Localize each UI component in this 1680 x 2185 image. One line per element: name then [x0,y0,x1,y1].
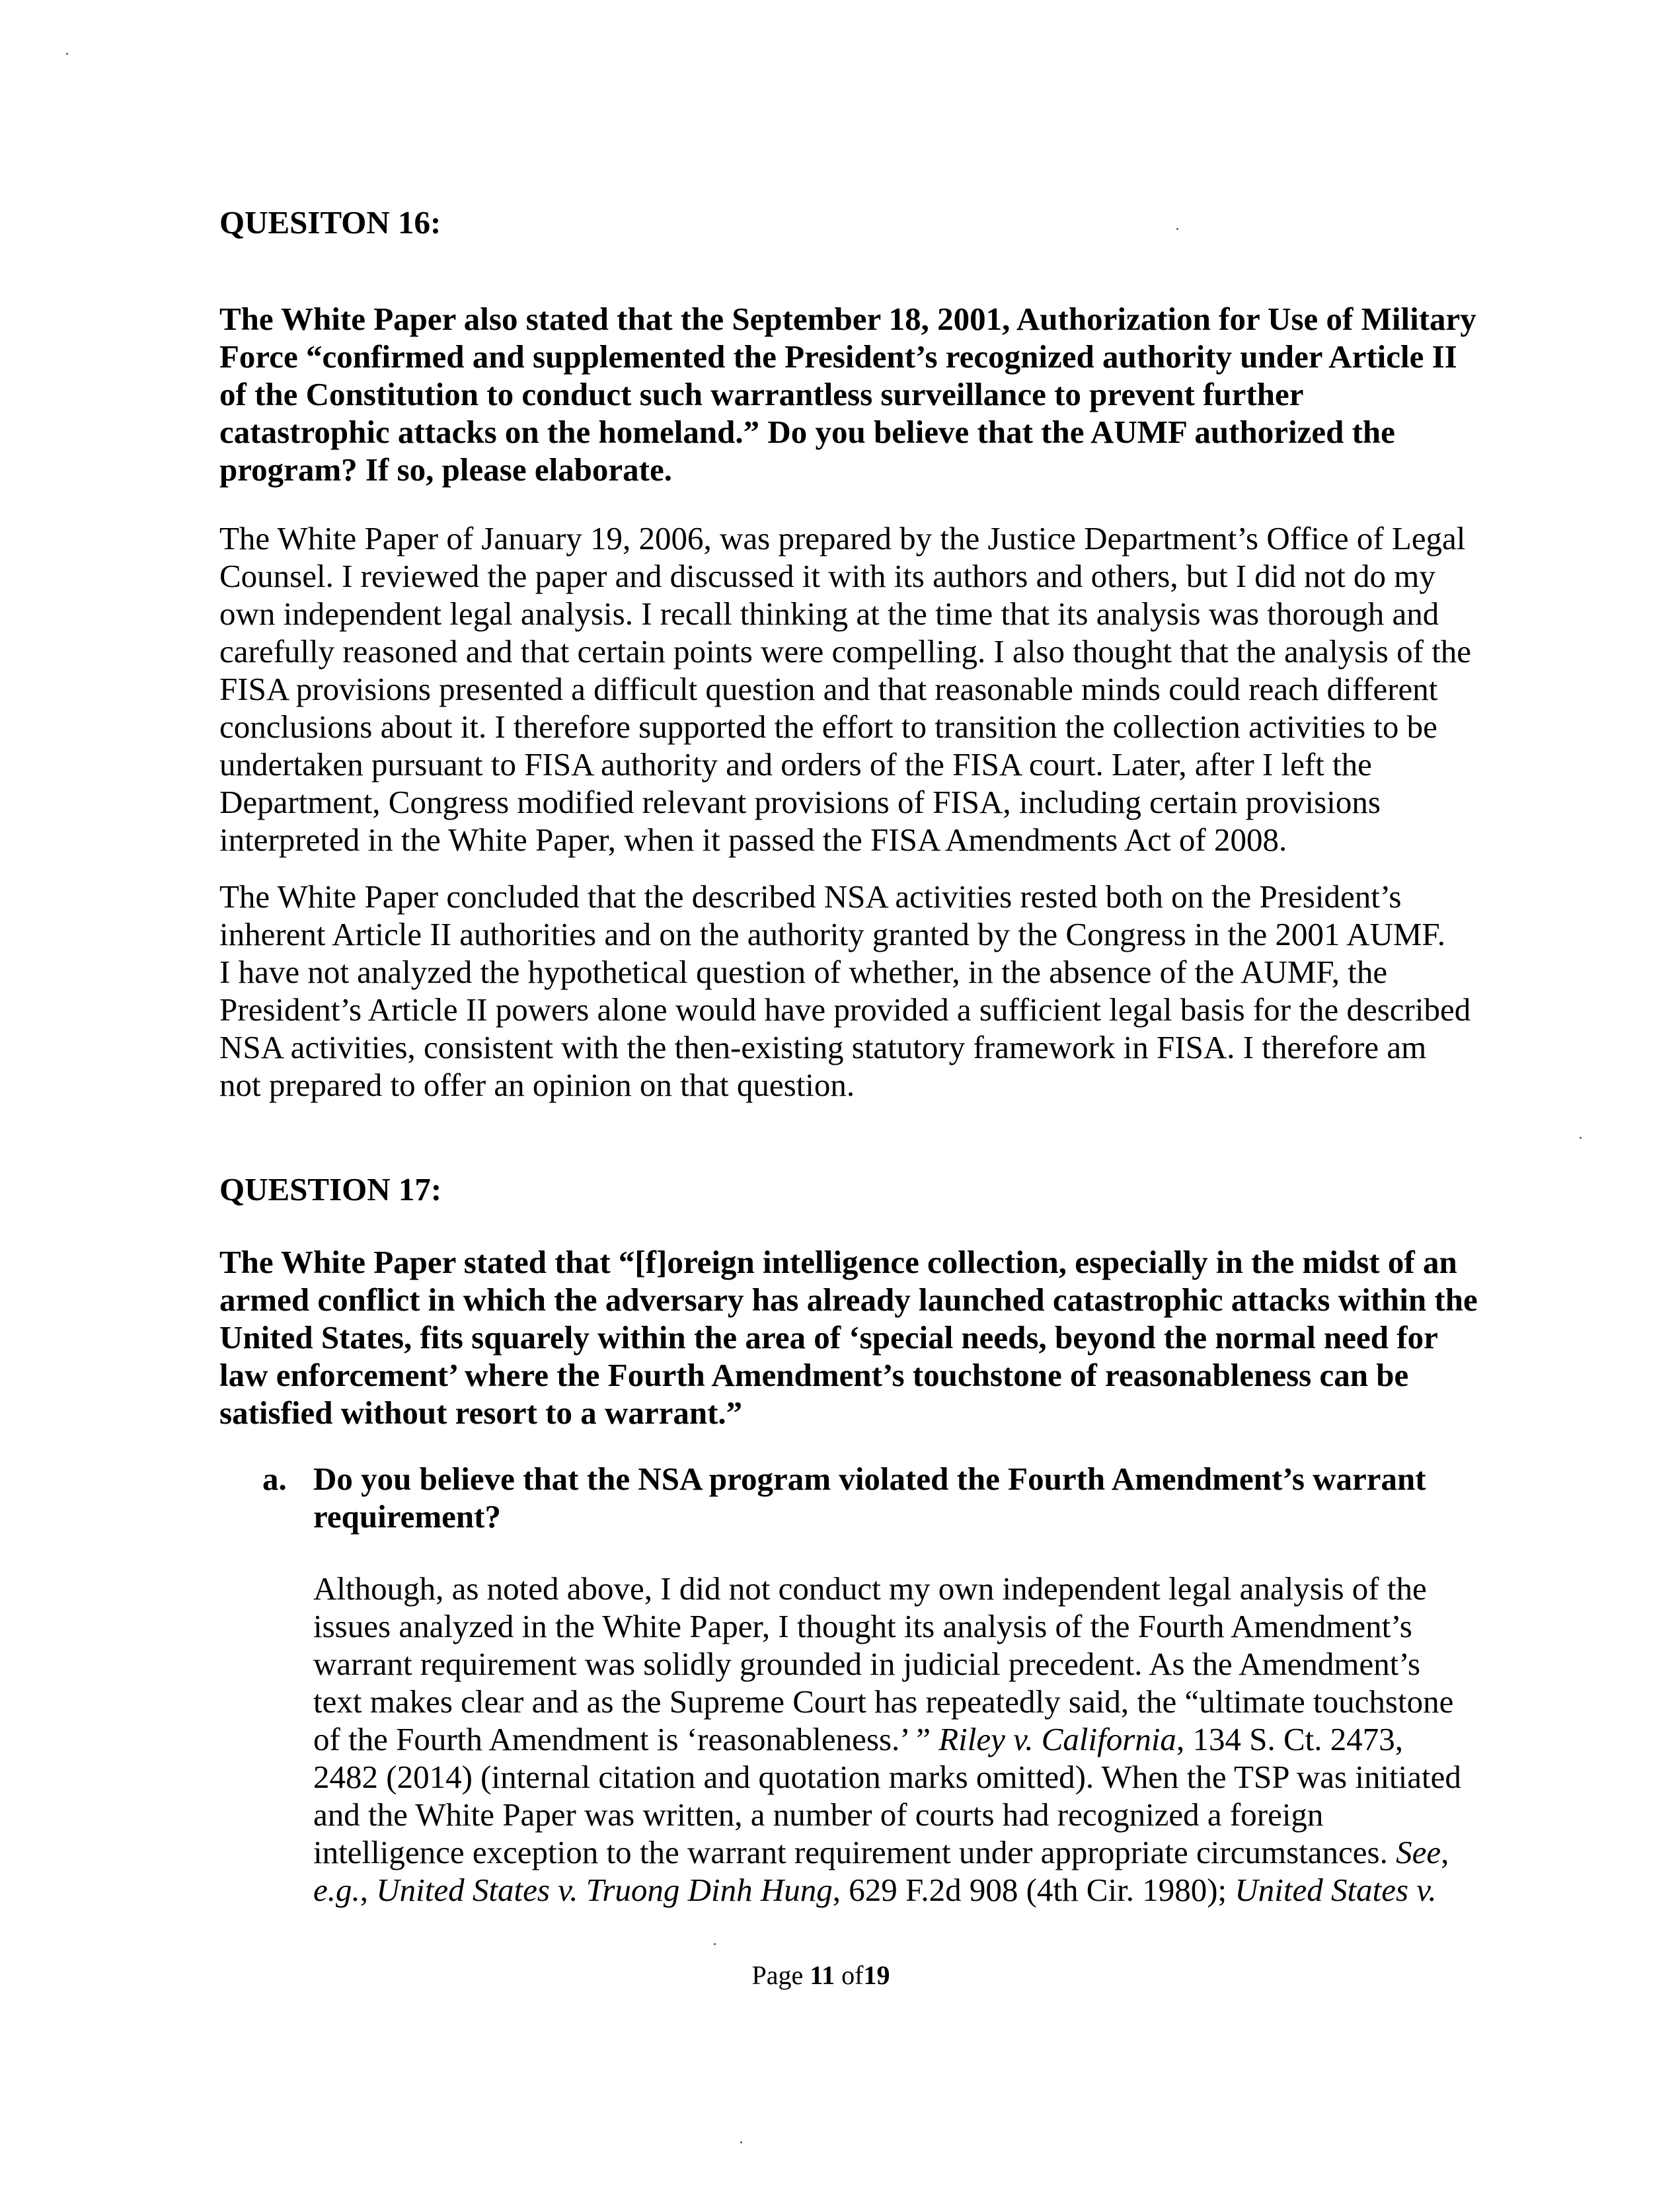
text-segment: , [360,1872,377,1908]
text-line [313,1570,1461,1607]
text-line [313,1871,1461,1909]
text-line [313,1758,1461,1796]
text-line: Do you believe that the NSA program violated the Fourth Amendment’s warrant [313,1461,1426,1497]
scan-speck [1580,1137,1582,1139]
text-segment: of the Fourth Amendment is ‘reasonableness.’ ” [313,1721,939,1757]
text-line [313,1683,1461,1720]
text-line: Counsel. I reviewed the paper and discussed it with its authors and others, but I did not do my [219,558,1435,594]
text-segment: issues analyzed in the White Paper, I thought its analysis of the Fourth Amendment’s [313,1608,1412,1644]
case-citation: United States v. [1235,1872,1437,1908]
text-line: requirement? [313,1498,501,1535]
text-line: law enforcement’ where the Fourth Amendment’s touchstone of reasonableness can be [219,1357,1409,1393]
text-line: carefully reasoned and that certain points were compelling. I also thought that the analysis of the [219,633,1472,670]
text-line: United States, fits squarely within the area of ‘special needs, beyond the normal need for [219,1319,1438,1356]
text-line: Department, Congress modified relevant provisions of FISA, including certain provisions [219,784,1381,820]
question-16-answer-paragraph-2 [219,878,1470,1104]
text-line: NSA activities, consistent with the then-existing statutory framework in FISA. I therefore am [219,1029,1427,1065]
text-segment: intelligence exception to the warrant requirement under appropriate circumstances. [313,1834,1396,1870]
question-16-text [219,300,1476,488]
text-line: The White Paper also stated that the September 18, 2001, Authorization for Use of Military [219,301,1476,337]
page-number: 11 [810,1960,835,1990]
scan-speck [740,2141,742,2143]
text-line: The White Paper of January 19, 2006, was prepared by the Justice Department’s Office of Legal [219,520,1466,556]
sub-question-a-text [313,1460,1426,1535]
question-17-text [219,1243,1478,1432]
text-line: undertaken pursuant to FISA authority and orders of the FISA court. Later, after I left the [219,746,1372,783]
scan-speck [1176,228,1178,230]
text-line: inherent Article II authorities and on the authority granted by the Congress in the 2001 AUMF. [219,916,1445,952]
text-line: President’s Article II powers alone would have provided a sufficient legal basis for the described [219,991,1471,1028]
text-line: armed conflict in which the adversary has already launched catastrophic attacks within the [219,1282,1478,1318]
of-label: of [841,1960,864,1990]
text-line: I have not analyzed the hypothetical question of whether, in the absence of the AUMF, the [219,954,1388,990]
text-line [313,1720,1461,1758]
text-line [313,1833,1461,1871]
text-line: conclusions about it. I therefore supported the effort to transition the collection activities to be [219,709,1437,745]
text-segment: warrant requirement was solidly grounded in judicial precedent. As the Amendment’s [313,1646,1421,1682]
page-footer [0,1960,1642,1991]
page-label: Page [751,1960,804,1990]
case-citation: Riley v. California [938,1721,1176,1757]
text-line: catastrophic attacks on the homeland.” Do you believe that the AUMF authorized the [219,414,1395,450]
text-line: FISA provisions presented a difficult question and that reasonable minds could reach different [219,671,1438,707]
case-citation: See [1396,1834,1441,1870]
text-segment: and the White Paper was written, a number of courts had recognized a foreign [313,1796,1324,1833]
sub-question-a-answer [313,1570,1461,1909]
text-line: of the Constitution to conduct such warrantless surveillance to prevent further [219,376,1304,412]
text-segment: , 629 F.2d 908 (4th Cir. 1980); [832,1872,1235,1908]
page-total: 19 [863,1960,890,1990]
sub-question-a-marker: a. [262,1461,287,1497]
text-line [313,1607,1461,1645]
case-citation: e.g. [313,1872,360,1908]
text-line: own independent legal analysis. I recall thinking at the time that its analysis was thorough and [219,595,1439,632]
case-citation: United States v. Truong Dinh Hung [376,1872,833,1908]
text-line: satisfied without resort to a warrant.” [219,1395,743,1431]
text-line [313,1645,1461,1683]
question-16-answer-paragraph-1 [219,519,1471,859]
text-line: program? If so, please elaborate. [219,451,672,488]
text-line: The White Paper concluded that the described NSA activities rested both on the President’s [219,878,1402,915]
text-segment: text makes clear and as the Supreme Court has repeatedly said, the “ultimate touchstone [313,1683,1454,1720]
text-segment: , 134 S. Ct. 2473, [1176,1721,1403,1757]
question-16-heading: QUESITON 16: [219,204,441,241]
text-line [313,1796,1461,1833]
text-segment: Although, as noted above, I did not conduct my own independent legal analysis of the [313,1570,1427,1607]
scan-speck [714,1943,716,1945]
text-line: interpreted in the White Paper, when it passed the FISA Amendments Act of 2008. [219,822,1287,858]
scan-speck [66,53,68,55]
text-segment: 2482 (2014) (internal citation and quotation marks omitted). When the TSP was initiated [313,1759,1461,1795]
text-segment: , [1441,1834,1449,1870]
text-line: Force “confirmed and supplemented the President’s recognized authority under Article II [219,338,1457,375]
text-line: not prepared to offer an opinion on that question. [219,1067,855,1103]
text-line: The White Paper stated that “[f]oreign intelligence collection, especially in the midst of an [219,1244,1457,1280]
question-17-heading: QUESTION 17: [219,1171,442,1208]
